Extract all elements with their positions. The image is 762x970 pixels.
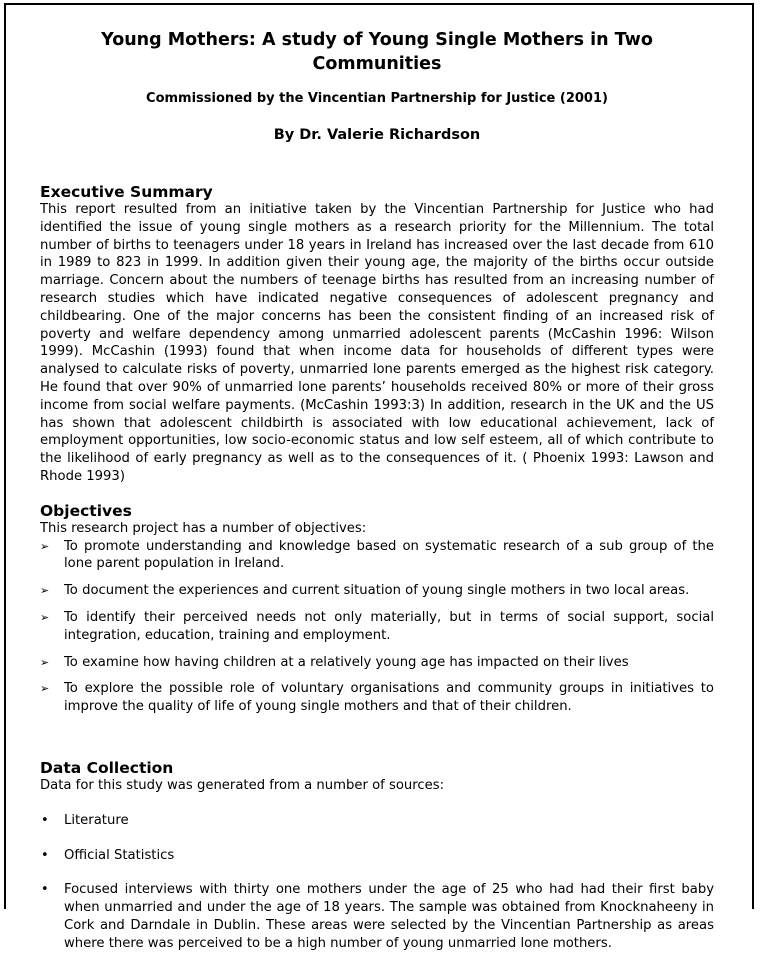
document-page [40,28,714,970]
arrow-bullet-icon: ➢ [40,682,50,696]
data-collection-heading: Data Collection [40,758,174,777]
source-text: Official Statistics [64,847,175,863]
list-item [40,609,714,645]
executive-summary-section [40,183,714,486]
arrow-bullet-icon: ➢ [40,655,50,669]
objective-text: To document the experiences and current situation of young single mothers in two local areas. [64,583,690,599]
list-item [40,812,714,830]
objectives-heading: Objectives [40,501,132,520]
data-collection-intro: Data for this study was generated from a number of sources: [40,777,445,793]
list-item [40,680,714,716]
dot-bullet-icon: • [41,847,49,863]
data-sources-list [40,812,714,953]
document-subtitle: Commissioned by the Vincentian Partnership for Justice (2001) [146,91,608,106]
executive-summary-heading: Executive Summary [40,183,213,201]
objectives-section [40,502,714,716]
executive-summary-body: This report resulted from an initiative taken by the Vincentian Partnership for Justice who had identified the issue of young single mothers as a research priority for the Millennium. The total number of births to teenagers under 18 years in Ireland has increased over the last decade from 610 in 1989 to 823 in 1999. In addition given their young age, the majority of the births occur outside marriage. Concern about the numbers of teenage births has resulted from an increasing number of research studies which have indicated negative consequences of adolescent pregnancy and childbearing. One of the major concerns has been the consistent finding of an increased risk of poverty and welfare dependency among unmarried adolescent parents (McCashin 1996: Wilson 1999). McCashin (1993) found that when income data for households of different types were analysed to calculate risks of poverty, unmarried lone parents emerged as the highest risk category. He found that over 90% of unmarried lone parents’ households received 80% or more of their gross income from social welfare payments. (McCashin 1993:3) In addition, research in the UK and the US has shown that adolescent childbirth is associated with low educational achievement, lack of employment opportunities, low socio-economic status and low self esteem, all of which contribute to the likelihood of early pregnancy as well as to the consequences of it. ( Phoenix 1993: Lawson and Rhode 1993) [40,202,714,484]
objective-text: To examine how having children at a relatively young age has impacted on their lives [64,654,629,670]
objective-text: To explore the possible role of voluntary organisations and community groups in initiatives to improve the quality of life of young single mothers and that of their children. [64,681,714,715]
list-item [40,582,714,600]
data-collection-section [40,759,714,953]
source-text: Focused interviews with thirty one mothers under the age of 25 who had had their first baby when unmarried and under the age of 18 years. The sample was obtained from Knocknaheeny in Cork and Darndale in Dublin. These areas were selected by the Vincentian Partnership as areas where there was perceived to be a high number of young unmarried lone mothers. [64,882,714,951]
document-title: Young Mothers: A study of Young Single Mothers in Two Communities [101,30,653,74]
list-item [40,538,714,574]
arrow-bullet-icon: ➢ [40,584,50,598]
objective-text: To promote understanding and knowledge based on systematic research of a sub group of the lone parent population in Ireland. [64,538,714,572]
dot-bullet-icon: • [41,812,49,828]
document-author: By Dr. Valerie Richardson [273,127,481,143]
objectives-list [40,538,714,716]
arrow-bullet-icon: ➢ [40,539,50,553]
arrow-bullet-icon: ➢ [40,610,50,624]
objective-text: To identify their perceived needs not only materially, but in terms of social support, social integration, education, training and employment. [64,609,714,643]
objectives-intro: This research project has a number of objectives: [40,520,367,536]
list-item [40,654,714,672]
list-item [40,847,714,865]
dot-bullet-icon: • [41,882,49,898]
source-text: Literature [64,812,129,828]
